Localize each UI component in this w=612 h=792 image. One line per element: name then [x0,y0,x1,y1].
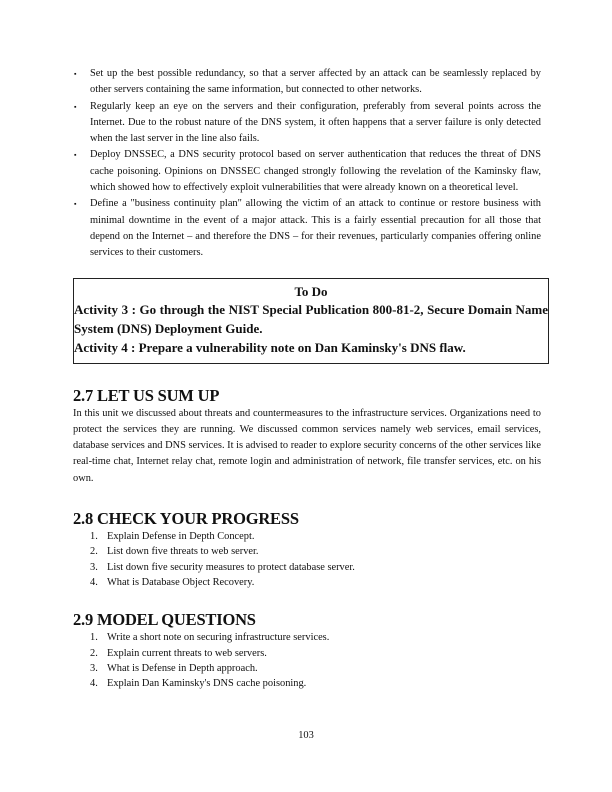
item-text: Write a short note on securing infrastructure services. [107,632,330,644]
bullet-square-icon: ▪ [74,200,77,209]
item-text: Explain current threats to web servers. [107,647,267,659]
item-number: 3. [90,662,98,674]
activity-4: Activity 4 : Prepare a vulnerability note on Dan Kaminsky's DNS flaw. [74,339,466,355]
list-item [73,661,541,676]
item-number: 2. [90,546,98,558]
list-item-text: Regularly keep an eye on the servers and their configuration, preferably from several points across the Internet. Due to the robust nature of the DNS system, it often happens that a server failure is only detected when the last server in the line also fails. [90,100,541,145]
page-number: 103 [298,730,314,741]
progress-question-list [73,529,541,590]
countermeasure-list [73,66,541,262]
section-heading-model-questions: 2.9 MODEL QUESTIONS [73,610,256,630]
bullet-square-icon: ▪ [74,70,77,78]
list-item [73,147,541,196]
item-text: What is Defense in Depth approach. [107,662,258,674]
list-item [73,544,541,559]
list-item-text: Define a "business continuity plan" allowing the victim of an attack to continue or restore business with minimal downtime in the event of a major attack. This is a fairly essential precaution for all those that depend on the Internet – and therefore the DNS – for their revenues, particularly companies offering online services to their customers. [90,198,541,259]
activity-3: Activity 3 : Go through the NIST Special Publication 800-81-2, Secure Domain Name System (DNS) Deployment Guide. [74,301,548,336]
list-item-text: Set up the best possible redundancy, so that a server affected by an attack can be seamlessly replaced by other servers containing the same information, but connected to other networks. [90,68,541,96]
item-number: 4. [90,678,98,690]
todo-box [73,278,549,364]
item-number: 1. [90,632,98,644]
sum-up-paragraph: In this unit we discussed about threats and countermeasures to the infrastructure services. Organizations need to protect the services they are running. We discussed common services namely web services, email services, database services and DNS services. It is advised to reader to explore security concerns of the other services like real-time chat, Internet relay chat, remote login and administration of network, file transfer services, etc. on his own. [73,407,541,484]
item-number: 1. [90,531,98,543]
bullet-square-icon: ▪ [74,151,77,160]
list-item [73,560,541,575]
item-number: 4. [90,576,98,588]
item-text: List down five threats to web server. [107,546,259,558]
item-text: Explain Defense in Depth Concept. [107,531,255,543]
list-item [73,196,541,261]
bullet-square-icon: ▪ [74,102,77,111]
section-heading-sum-up: 2.7 LET US SUM UP [73,385,220,405]
item-text: What is Database Object Recovery. [107,576,255,588]
model-question-list [73,630,541,691]
page-content [73,66,548,691]
list-item [73,575,541,590]
list-item [73,529,541,544]
list-item-text: Deploy DNSSEC, a DNS security protocol based on server authentication that reduces the threat of DNS cache poisoning. Opinions on DNSSEC changed strongly following the revelation of the Kaminsky flaw, which showed how to effectively exploit vulnerabilities that were already known on a theoretical level. [90,149,541,194]
list-item [73,99,541,148]
item-number: 2. [90,647,98,659]
list-item [73,676,541,691]
item-number: 3. [90,561,98,573]
list-item [73,66,541,99]
section-heading-check-progress: 2.8 CHECK YOUR PROGRESS [73,509,299,529]
item-text: List down five security measures to protect database server. [107,561,355,573]
list-item [73,630,541,645]
list-item [73,646,541,661]
todo-title: To Do [294,283,328,299]
item-text: Explain Dan Kaminsky's DNS cache poisoning. [107,678,307,690]
